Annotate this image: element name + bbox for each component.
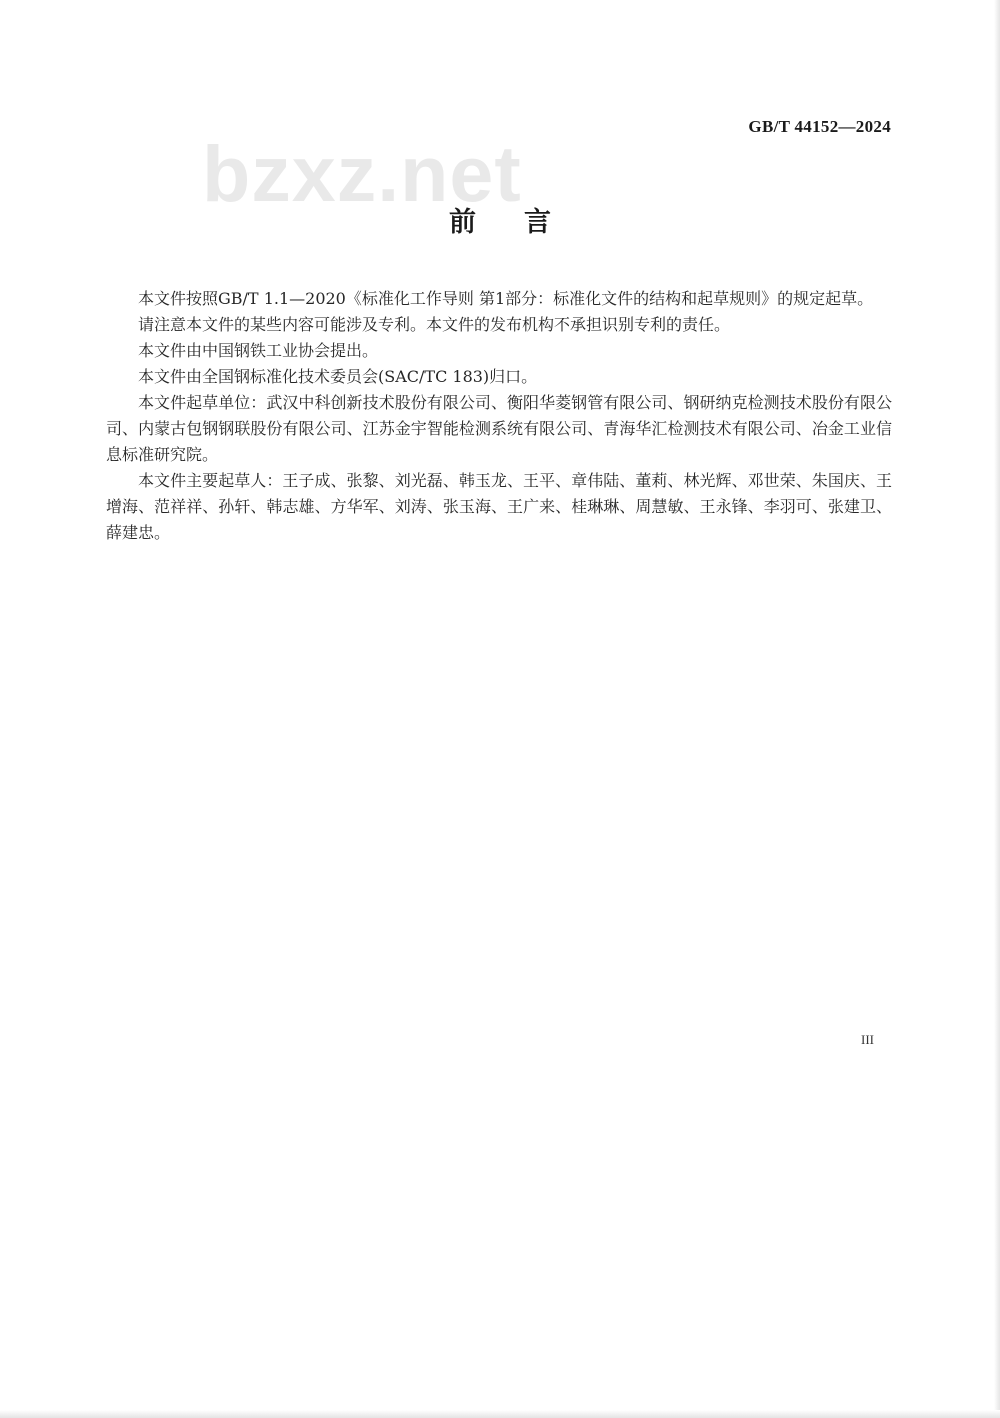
paragraph-technical-committee: 本文件由全国钢标准化技术委员会(SAC/TC 183)归口。 — [138, 367, 538, 386]
paragraph-main-drafters: 本文件主要起草人：王子成、张黎、刘光磊、韩玉龙、王平、章伟陆、董莉、林光辉、邓世荣、朱国庆、王增海、范祥祥、孙轩、韩志雄、方华军、刘涛、张玉海、王广来、桂琳琳、周慧敏、王永锋、李羽可、张建卫、薛建忠。 — [106, 471, 892, 542]
paragraph-proposer: 本文件由中国钢铁工业协会提出。 — [138, 341, 379, 360]
paragraph-patent-notice: 请注意本文件的某些内容可能涉及专利。本文件的发布机构不承担识别专利的责任。 — [138, 315, 731, 334]
page-number: III — [861, 1032, 874, 1047]
page-title: 前言 — [449, 207, 599, 238]
paragraph-drafting-organizations: 本文件起草单位：武汉中科创新技术股份有限公司、衡阳华菱钢管有限公司、钢研纳克检测技术股份有限公司、内蒙古包钢钢联股份有限公司、江苏金宇智能检测系统有限公司、青海华汇检测技术有限公司、冶金工业信息标准研究院。 — [106, 393, 892, 464]
standard-number: GB/T 44152—2024 — [748, 117, 891, 136]
page-edge-shadow-bottom — [0, 1410, 1000, 1418]
foreword-body — [106, 286, 892, 546]
paragraph-drafting-rules: 本文件按照GB/T 1.1—2020《标准化工作导则 第1部分：标准化文件的结构和起草规则》的规定起草。 — [138, 289, 874, 308]
watermark: bzxz.net — [202, 129, 522, 218]
